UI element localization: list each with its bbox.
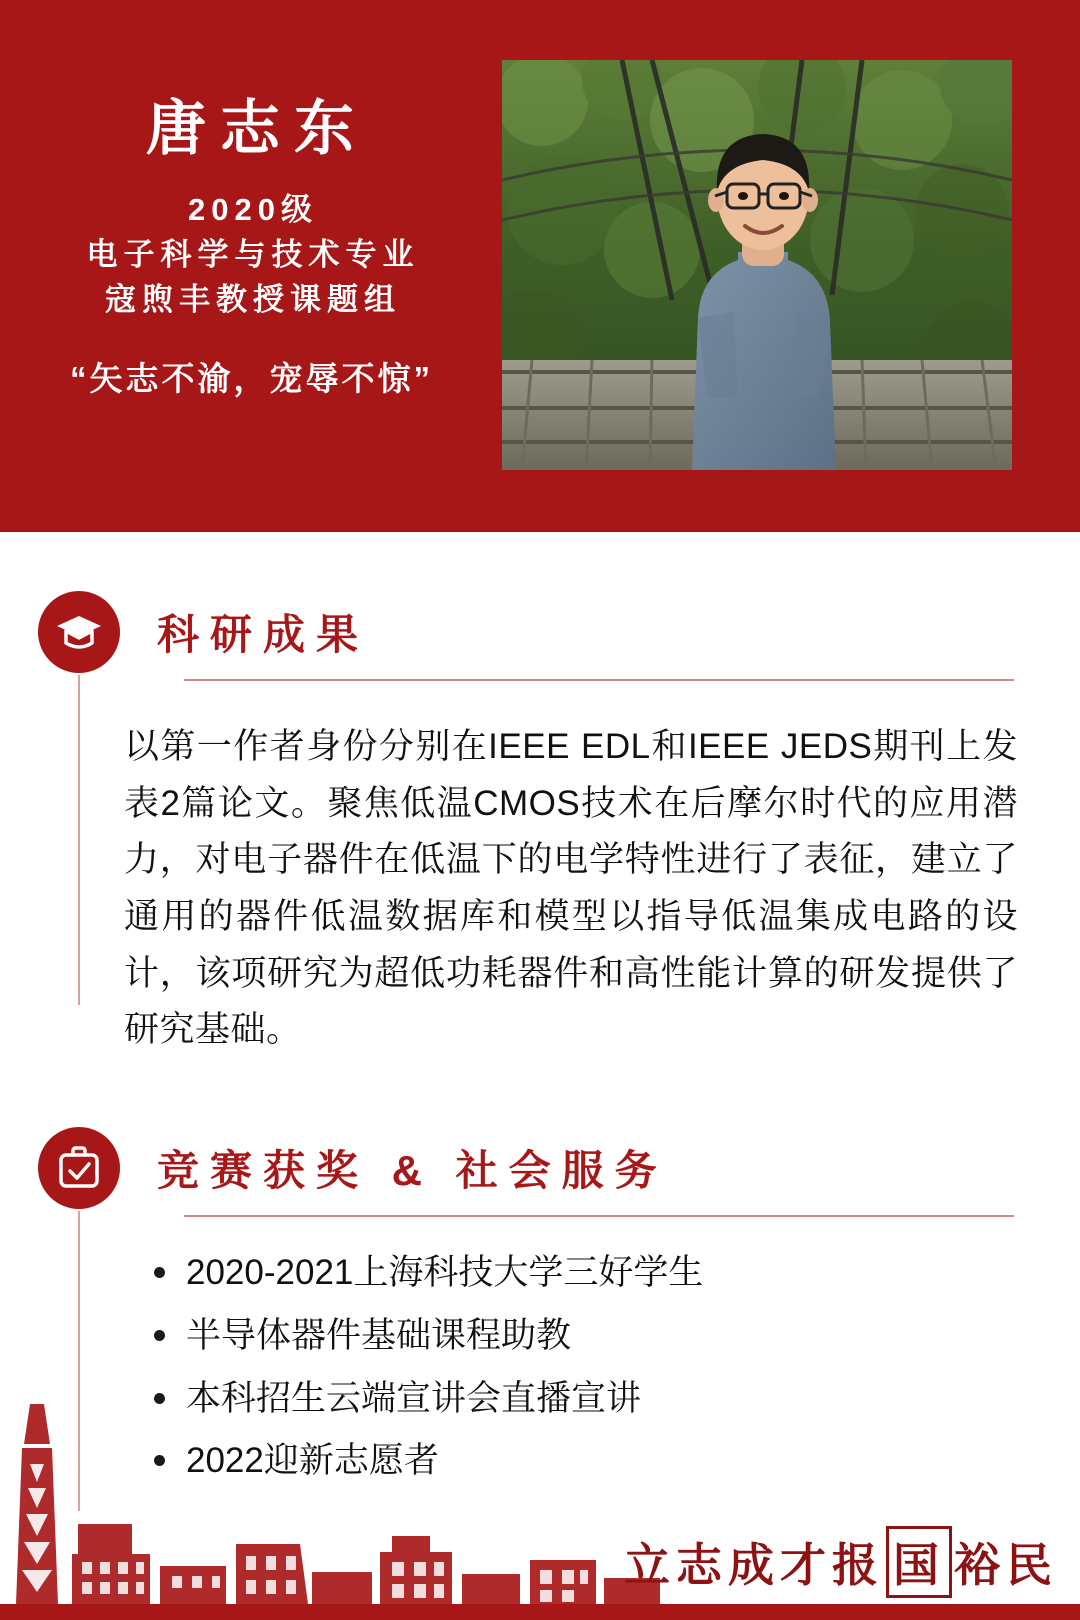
student-class: 2020级 (188, 192, 318, 227)
slogan-calligraphy (624, 1526, 1058, 1598)
list-item: 2020-2021上海科技大学三好学生 (148, 1245, 1080, 1302)
section-title: 科研成果 (157, 611, 370, 658)
footer-band (0, 1604, 1080, 1620)
section-header (38, 1125, 1080, 1211)
header-banner (0, 0, 1080, 523)
content-area (0, 589, 1080, 1490)
section-rule (184, 1215, 1014, 1217)
slogan-main: 立志成才报 (624, 1540, 884, 1591)
slogan-tail: 裕民 (954, 1540, 1058, 1591)
list-item: 本科招生云端宣讲会直播宣讲 (148, 1371, 1080, 1428)
student-identity-block (0, 96, 500, 400)
footer (0, 1400, 1080, 1620)
section-connector-line (78, 675, 80, 1005)
student-motto: “矢志不渝，宠辱不惊” (70, 359, 433, 397)
research-paragraph: 以第一作者身份分别在IEEE EDL和IEEE JEDS期刊上发表2篇论文。聚焦低温CMOS技术在后摩尔时代的应用潜力，对电子器件在低温下的电学特性进行了表征，建立了通用的器件低温数据库和模型以指导低温集成电路的设计，该项研究为超低功耗器件和高性能计算的研发提供了研究基础。 (124, 727, 1018, 1050)
award-briefcase-icon (38, 1127, 120, 1209)
section-research-results (0, 589, 1080, 1059)
list-item: 2022迎新志愿者 (148, 1433, 1080, 1490)
list-item: 半导体器件基础课程助教 (148, 1308, 1080, 1365)
section-title: 竞赛获奖 & 社会服务 (157, 1147, 668, 1195)
photo-illustration (502, 60, 1012, 470)
student-photo (502, 60, 1012, 470)
slogan-seal: 国 (886, 1526, 952, 1598)
section-rule (184, 679, 1014, 681)
header-inner (0, 0, 1080, 523)
page-title: 唐志东 (146, 95, 368, 162)
student-major: 电子科学与技术专业 (86, 236, 420, 272)
student-research-group: 寇煦丰教授课题组 (105, 281, 401, 317)
header-divider-band (0, 523, 1080, 545)
graduation-cap-icon (38, 591, 120, 673)
section-header (38, 589, 1080, 675)
